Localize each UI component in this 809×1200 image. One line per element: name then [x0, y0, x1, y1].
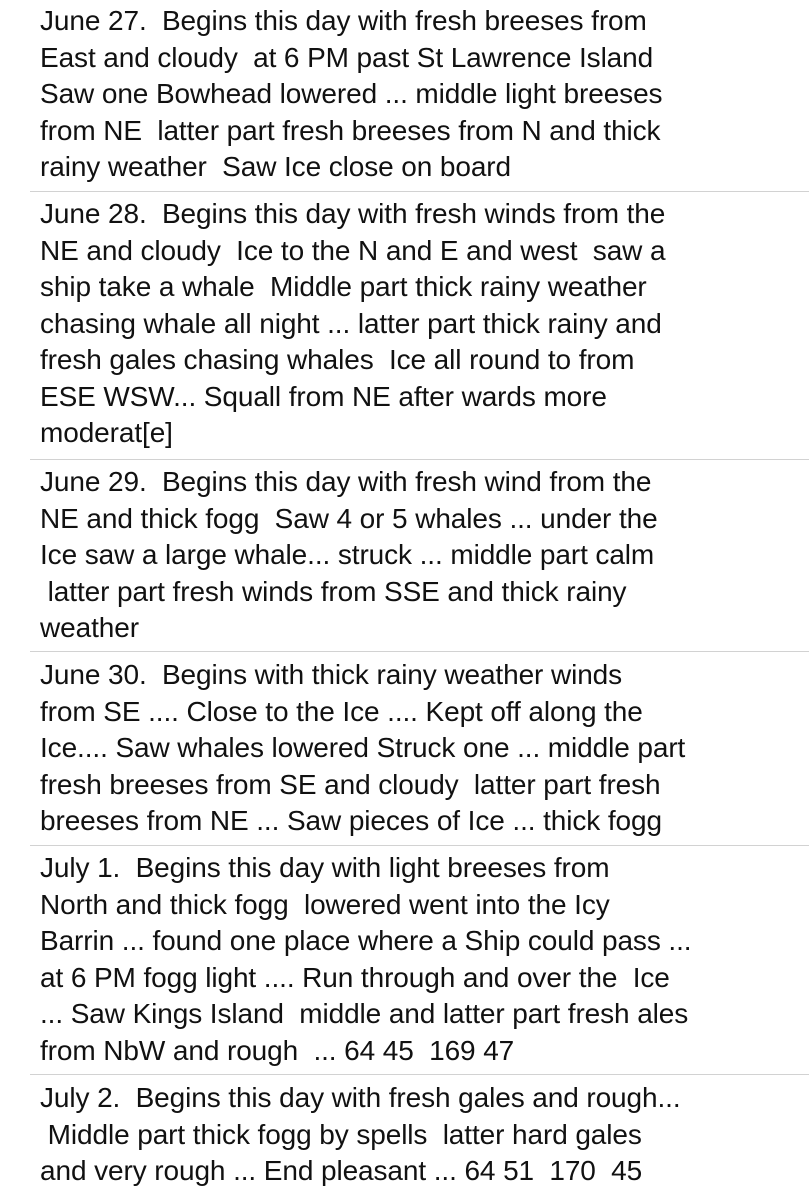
entry-line: ship take a whale Middle part thick rainy weather: [40, 271, 647, 302]
entry-line: ESE WSW... Squall from NE after wards more: [40, 380, 607, 412]
entry-line: breeses from NE ... Saw pieces of Ice ... thick fogg: [40, 805, 662, 836]
entry-line: ... Saw Kings Island middle and latter part fresh ales: [40, 998, 689, 1029]
entry-line: NE and thick fogg Saw 4 or 5 whales ... under the: [40, 502, 658, 534]
entry-line: Middle part thick fogg by spells latter hard gales: [40, 1118, 642, 1150]
journal-entry-june-28: [40, 196, 800, 452]
entry-line: North and thick fogg lowered went into the Icy: [40, 888, 610, 920]
entry-line: chasing whale all night ... latter part thick rainy and: [40, 307, 662, 339]
entry-divider: [30, 845, 809, 846]
entry-line: from NbW and rough ... 64 45 169 47: [40, 1034, 515, 1066]
entry-line: July 1. Begins this day with light breeses from: [40, 852, 610, 883]
entry-line: June 29. Begins this day with fresh wind from the: [40, 466, 652, 497]
entry-line: Ice saw a large whale... struck ... middle part calm: [40, 539, 655, 570]
entry-line: from NE latter part fresh breeses from N and thick: [40, 114, 661, 146]
entry-line: East and cloudy at 6 PM past St Lawrence Island: [40, 41, 654, 73]
entry-line: fresh gales chasing whales Ice all round to from: [40, 344, 635, 375]
journal-entry-june-29: [40, 464, 800, 647]
entry-line: from SE .... Close to the Ice .... Kept off along the: [40, 695, 643, 727]
entry-line: latter part fresh winds from SSE and thick rainy: [40, 575, 627, 607]
entry-line: June 28. Begins this day with fresh winds from the: [40, 198, 666, 229]
entry-line: moderat[e]: [40, 417, 173, 448]
entry-line: at 6 PM fogg light .... Run through and over the Ice: [40, 961, 670, 993]
entry-line: fresh breeses from SE and cloudy latter part fresh: [40, 768, 661, 800]
journal-entry-july-1: [40, 850, 800, 1069]
entry-line: and very rough ... End pleasant ... 64 51 170 45: [40, 1155, 643, 1186]
entry-divider: [30, 651, 809, 652]
entry-line: Ice.... Saw whales lowered Struck one ... middle part: [40, 732, 686, 763]
entry-line: NE and cloudy Ice to the N and E and west saw a: [40, 234, 666, 266]
entry-line: Saw one Bowhead lowered ... middle light breeses: [40, 78, 663, 109]
entry-line: weather: [40, 612, 139, 643]
journal-entry-june-30: [40, 657, 800, 840]
entry-line: June 30. Begins with thick rainy weather winds: [40, 659, 623, 690]
entry-line: Barrin ... found one place where a Ship could pass ...: [40, 925, 692, 956]
entry-line: June 27. Begins this day with fresh breeses from: [40, 5, 647, 36]
journal-entry-june-27: [40, 3, 800, 186]
entry-line: July 2. Begins this day with fresh gales and rough...: [40, 1082, 681, 1113]
journal-entry-july-2: [40, 1080, 800, 1190]
entry-line: rainy weather Saw Ice close on board: [40, 151, 512, 182]
entry-divider: [30, 191, 809, 192]
entry-divider: [30, 459, 809, 460]
entry-divider: [30, 1074, 809, 1075]
